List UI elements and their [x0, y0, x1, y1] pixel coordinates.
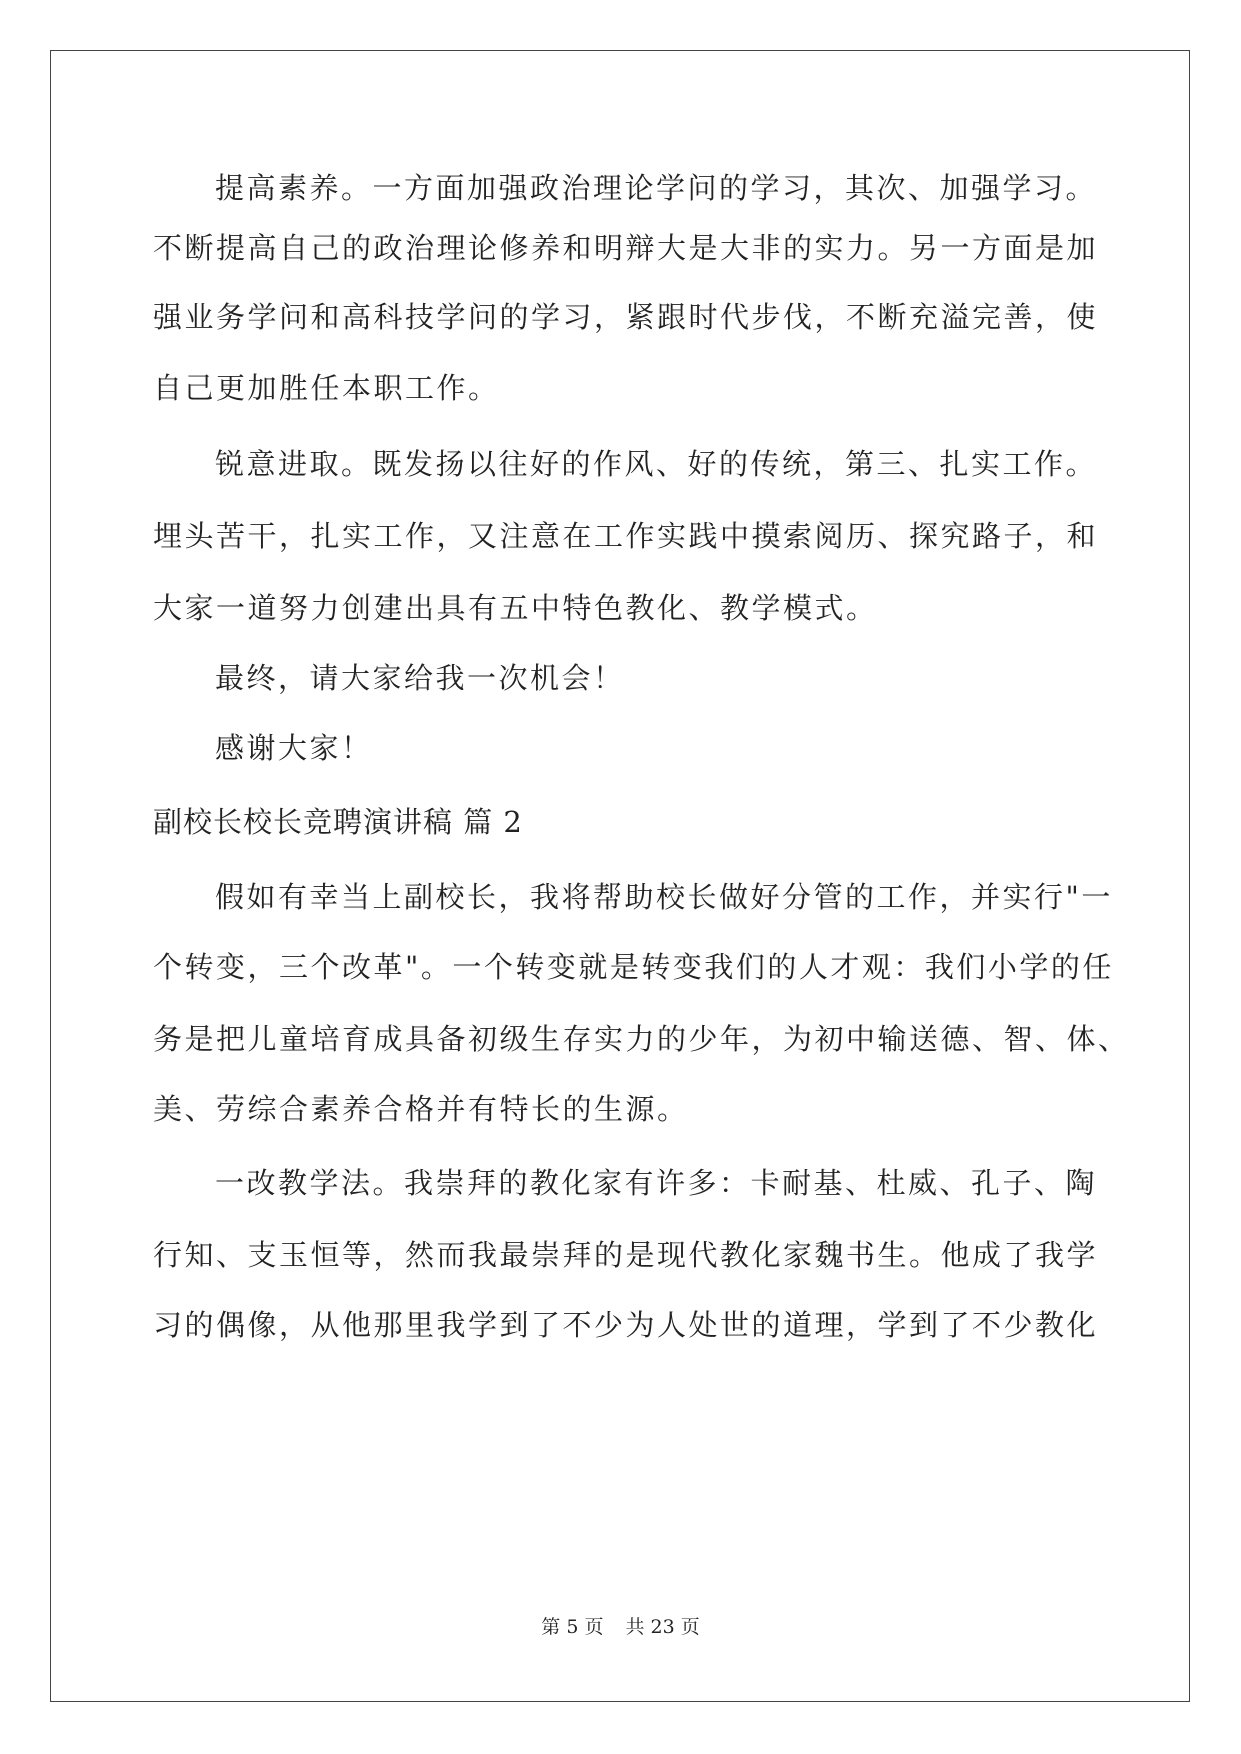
body-line: 大家一道努力创建出具有五中特色教化、教学模式。	[153, 591, 878, 625]
body-line: 自己更加胜任本职工作。	[153, 371, 500, 405]
body-line: 强业务学问和高科技学问的学习，紧跟时代步伐，不断充溢完善，使	[153, 300, 1099, 334]
body-line: 锐意进取。既发扬以往好的作风、好的传统，第三、扎实工作。	[215, 447, 1098, 481]
body-line: 个转变，三个改革"。一个转变就是转变我们的人才观：我们小学的任	[153, 950, 1114, 984]
body-line: 不断提高自己的政治理论修养和明辩大是大非的实力。另一方面是加	[153, 231, 1099, 265]
body-line: 埋头苦干，扎实工作，又注意在工作实践中摸索阅历、探究路子，和	[153, 519, 1099, 553]
body-line: 感谢大家！	[215, 731, 373, 765]
body-line: 行知、支玉恒等，然而我最崇拜的是现代教化家魏书生。他成了我学	[153, 1238, 1099, 1272]
body-line: 假如有幸当上副校长，我将帮助校长做好分管的工作，并实行"一	[215, 880, 1113, 914]
page-number: 第 5 页	[541, 1616, 604, 1638]
body-line: 务是把儿童培育成具备初级生存实力的少年，为初中输送德、智、体、	[153, 1022, 1130, 1056]
body-line: 习的偶像，从他那里我学到了不少为人处世的道理，学到了不少教化	[153, 1308, 1099, 1342]
body-line: 美、劳综合素养合格并有特长的生源。	[153, 1092, 689, 1126]
section-heading: 副校长校长竞聘演讲稿 篇 2	[153, 805, 523, 839]
page-footer	[0, 1612, 1241, 1639]
body-line: 提高素养。一方面加强政治理论学问的学习，其次、加强学习。	[215, 171, 1098, 205]
body-line: 最终，请大家给我一次机会！	[215, 661, 625, 695]
page-total: 共 23 页	[625, 1616, 700, 1638]
body-line: 一改教学法。我崇拜的教化家有许多：卡耐基、杜威、孔子、陶	[215, 1166, 1098, 1200]
